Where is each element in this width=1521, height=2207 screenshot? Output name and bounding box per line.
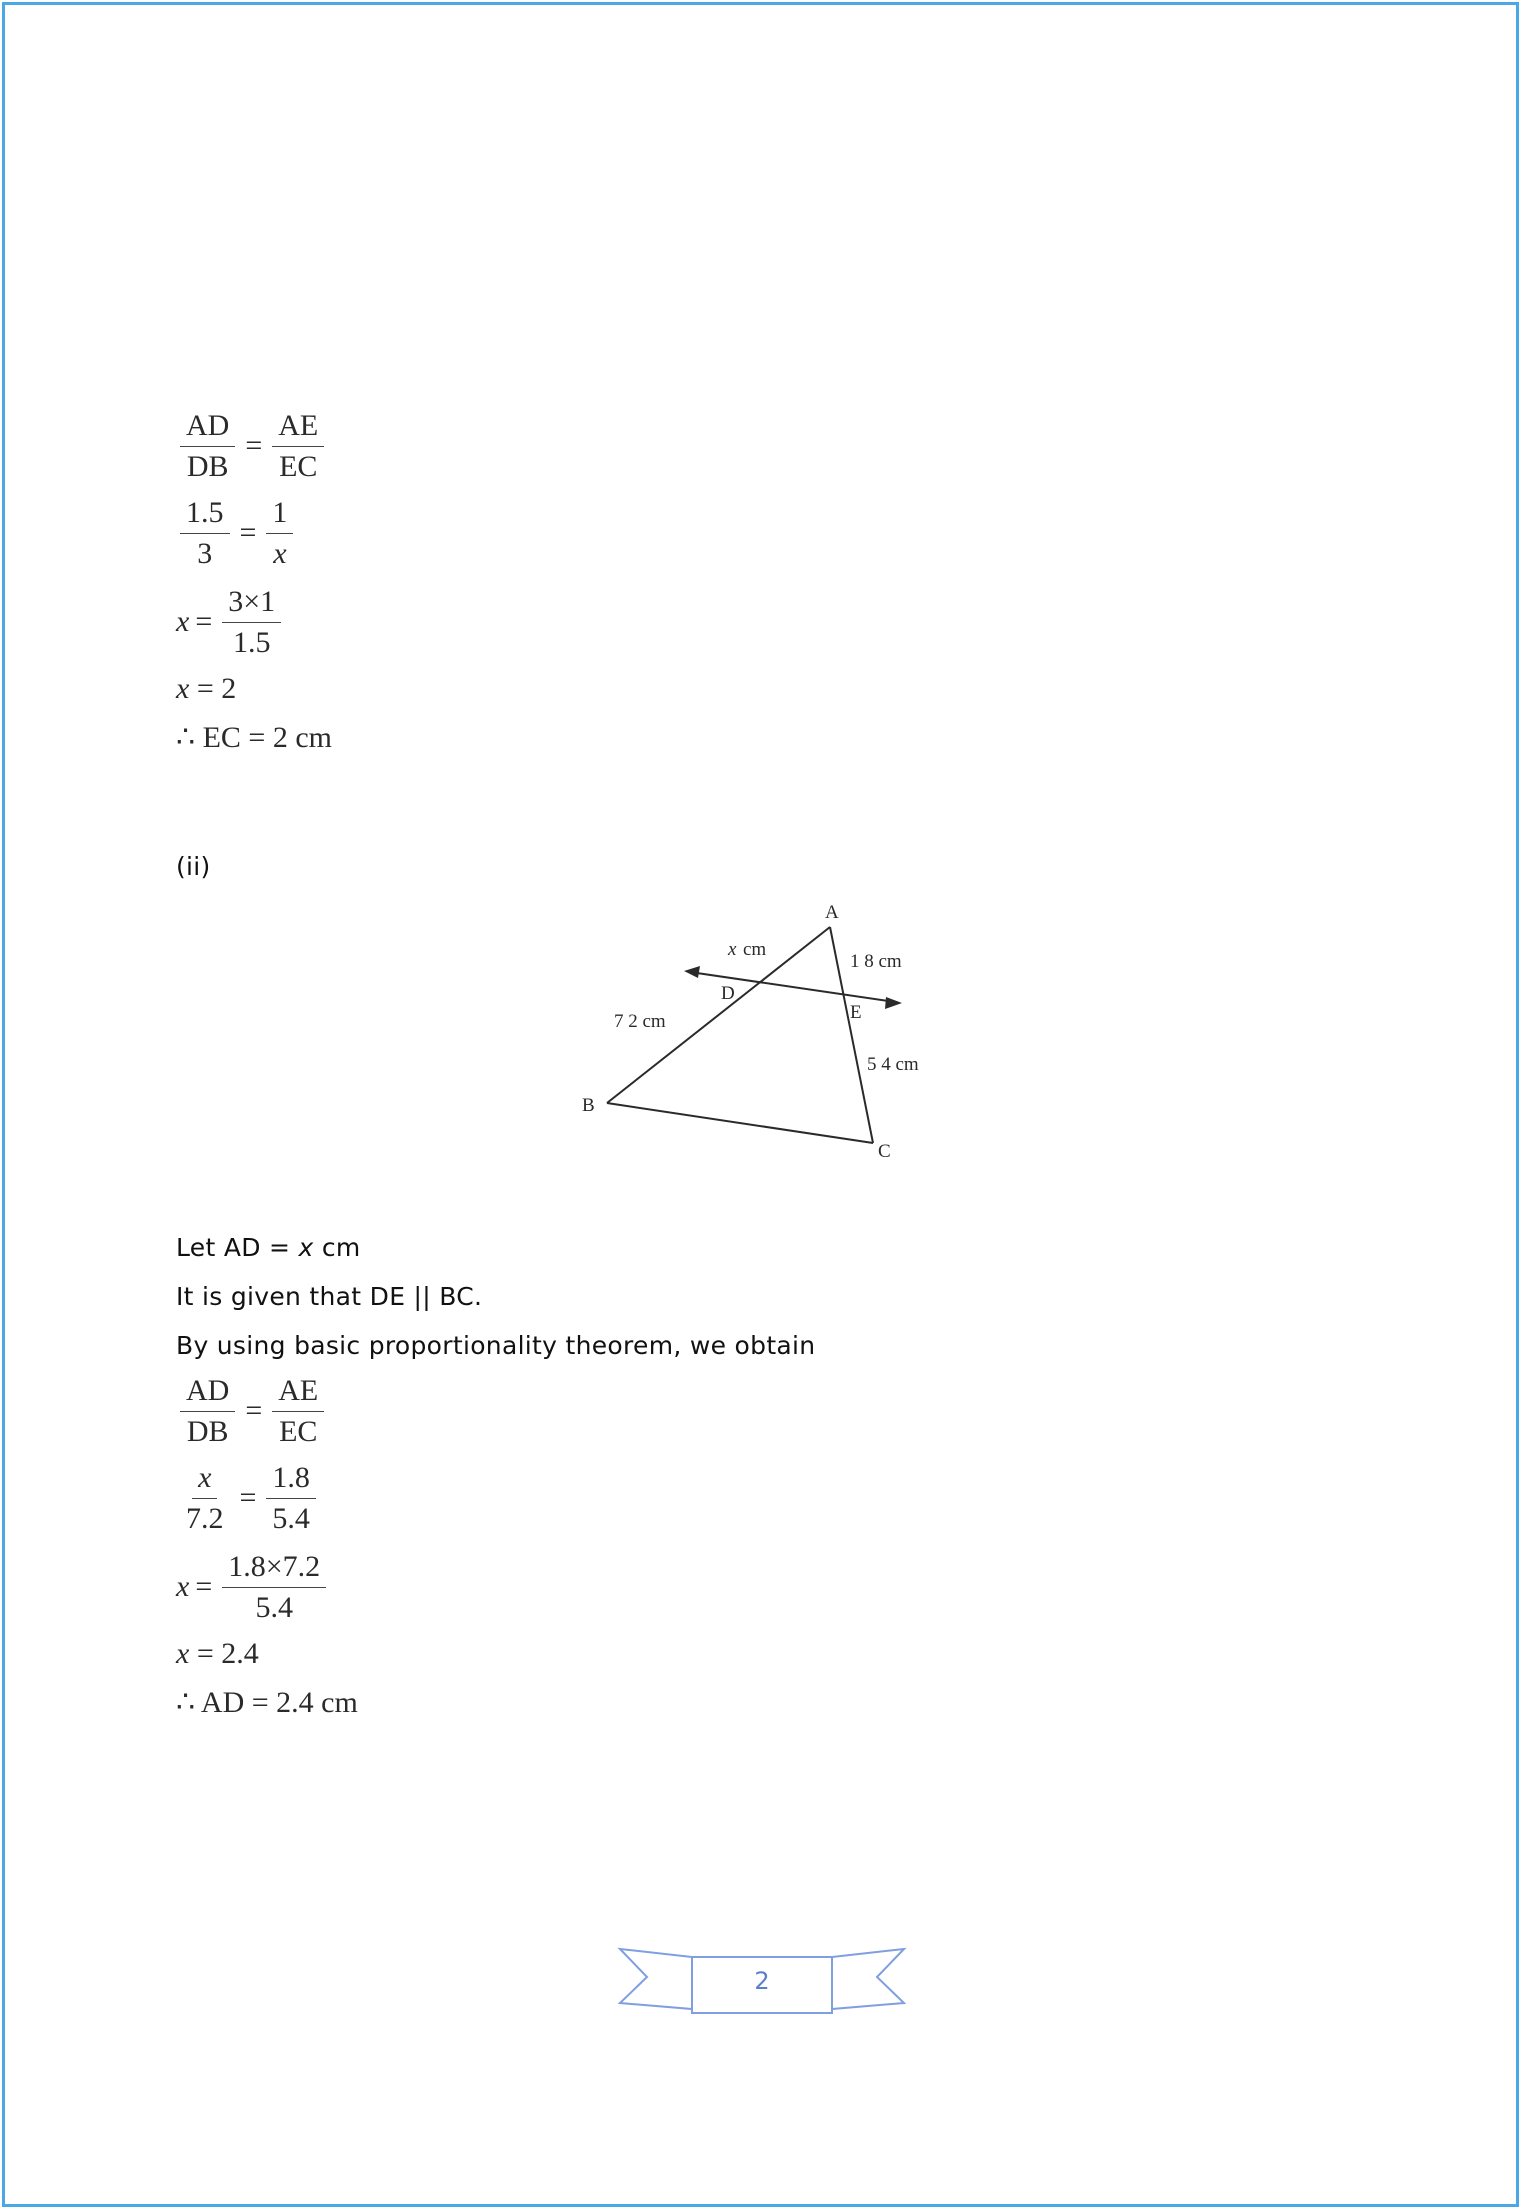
vertex-label-b: B — [582, 1095, 595, 1116]
label-ec: 5 4 cm — [867, 1054, 919, 1075]
side-bc — [607, 1103, 873, 1143]
let-statement: Let AD = x cm — [176, 1233, 361, 1262]
equation-ratio-ad-db: $\frac{AD}{DB}$ = $\frac{AE}{EC}$ — [176, 410, 328, 482]
vertex-label-c: C — [878, 1141, 891, 1162]
theorem-statement: By using basic proportionality theorem, we obtain — [176, 1331, 816, 1360]
arrow-left-icon — [684, 966, 700, 978]
label-x-unit: cm — [743, 939, 767, 960]
given-statement: It is given that DE || BC. — [176, 1282, 483, 1311]
conclusion-ec: ∴ EC = 2 cm — [176, 721, 332, 754]
equation-x-result: x = 2 — [176, 672, 237, 705]
equation-ratio-ad-db-ii: $\frac{AD}{DB}$ = $\frac{AE}{EC}$ — [176, 1375, 328, 1447]
triangle-diagram — [560, 885, 960, 1175]
conclusion-ad: ∴ AD = 2.4 cm — [176, 1686, 358, 1719]
equation-substitution-ii: $\frac{x}{7.2}$ = $\frac{1.8}{5.4}$ — [176, 1462, 320, 1534]
label-ae: 1 8 cm — [850, 951, 902, 972]
part-ii-label: (ii) — [176, 852, 211, 881]
page-number: 2 — [754, 1967, 770, 1995]
equation-substitution: $\frac{1.5}{3}$ = $\frac{1}{x}$ — [176, 497, 297, 569]
vertex-label-e: E — [850, 1002, 862, 1023]
arrow-right-icon — [885, 997, 902, 1009]
equation-solve-x-ii: x = $\frac{1.8\times 7.2}{5.4}$ — [176, 1551, 330, 1623]
equation-solve-x: x = $\frac{3\times 1}{1.5}$ — [176, 586, 285, 658]
vertex-label-a: A — [825, 902, 839, 923]
equation-x-result-ii: x = 2.4 — [176, 1637, 259, 1670]
label-db: 7 2 cm — [614, 1011, 666, 1032]
label-x: x — [728, 939, 737, 960]
vertex-label-d: D — [721, 983, 735, 1004]
triangle-figure — [560, 885, 960, 1180]
